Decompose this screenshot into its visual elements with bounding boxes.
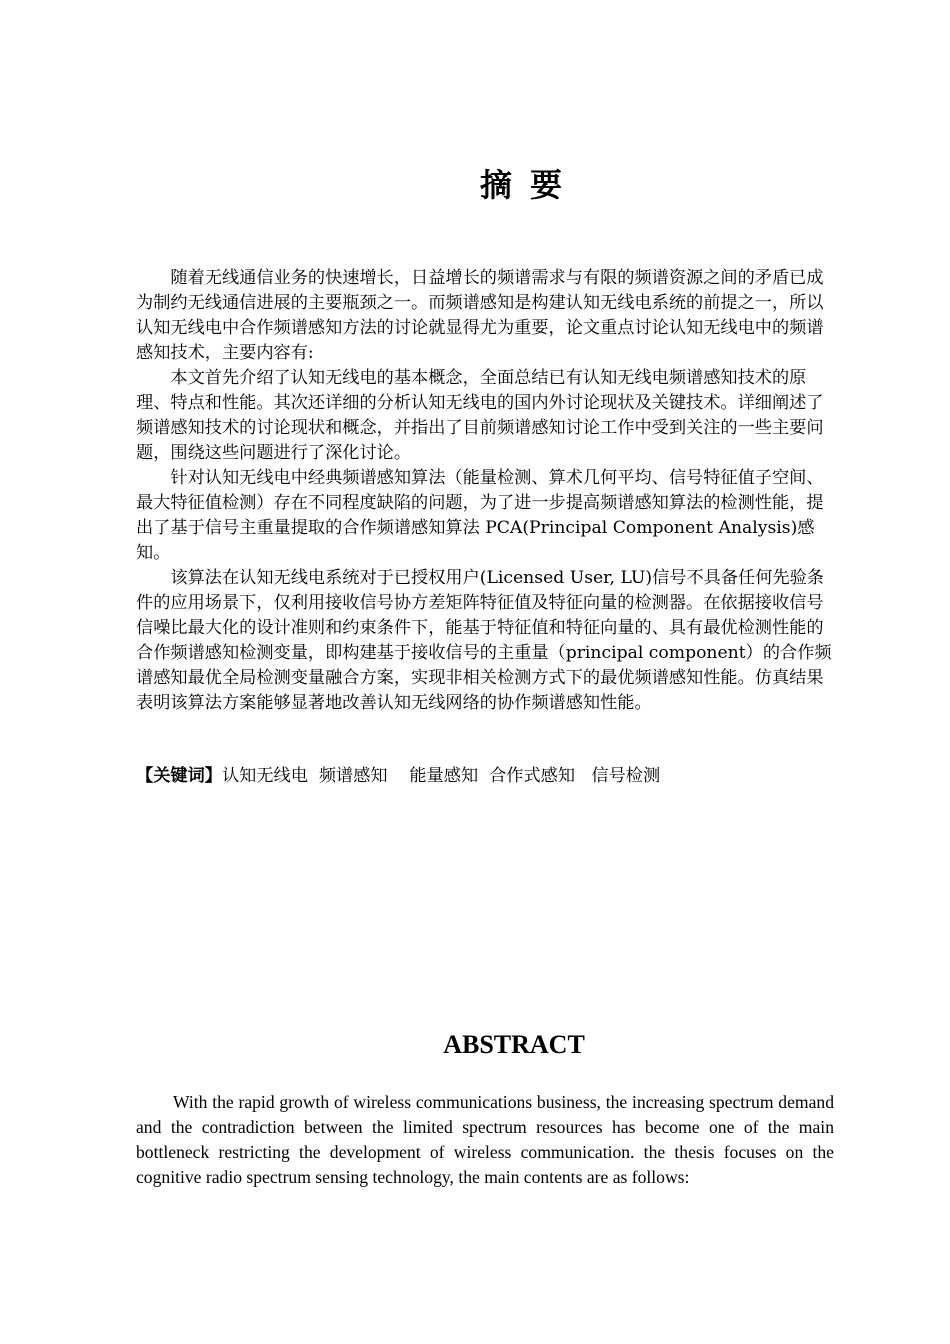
chinese-paragraph: 本文首先介绍了认知无线电的基本概念，全面总结已有认知无线电频谱感知技术的原理、特点和性能。其次还详细的分析认知无线电的国内外讨论现状及关键技术。详细阐述了频谱感知技术的讨论现状和概念，并指出了目前频谱感知讨论工作中受到关注的一些主要问题，围绕这些问题进行了深化讨论。 <box>136 368 824 463</box>
chinese-paragraph: 该算法在认知无线电系统对于已授权用户(Licensed User, LU)信号不具备任何先验条件的应用场景下，仅利用接收信号协方差矩阵特征值及特征向量的检测器。在依据接收信号信噪比最大化的设计准则和约束条件下，能基于特征值和特征向量的、具有最优检测性能的合作频谱感知检测变量，即构建基于接收信号的主重量（principal component）的合作频谱感知最优全局检测变量融合方案，实现非相关检测方式下的最优频谱感知性能。仿真结果表明该算法方案能够显著地改善认知无线网络的协作频谱感知性能。 <box>136 568 832 713</box>
chinese-paragraph: 随着无线通信业务的快速增长，日益增长的频谱需求与有限的频谱资源之间的矛盾已成为制约无线通信进展的主要瓶颈之一。而频谱感知是构建认知无线电系统的前提之一，所以认知无线电中合作频谱感知方法的讨论就显得尤为重要，论文重点讨论认知无线电中的频谱感知技术，主要内容有: <box>136 268 824 363</box>
keywords-line <box>136 764 836 789</box>
chinese-abstract-body <box>136 266 836 716</box>
title-char: 要 <box>530 166 563 204</box>
english-abstract-title: ABSTRACT <box>443 1030 585 1059</box>
keywords-text: 认知无线电 频谱感知 能量感知 合作式感知 信号检测 <box>221 766 661 786</box>
chinese-paragraph: 针对认知无线电中经典频谱感知算法（能量检测、算术几何平均、信号特征值子空间、最大特征值检测）存在不同程度缺陷的问题，为了进一步提高频谱感知算法的检测性能，提出了基于信号主重量提取的合作频谱感知算法 PCA(Principal Component Analysis)感知。 <box>136 468 824 563</box>
english-paragraph: With the rapid growth of wireless communications business, the increasing spectrum demand and the contradiction between the limited spectrum resources has become one of the main bottleneck restricting the development of wireless communication. the thesis focuses on the cognitive radio spectrum sensing technology, the main contents are as follows: <box>136 1092 834 1187</box>
chinese-abstract-title <box>0 160 950 206</box>
title-char: 摘 <box>479 166 512 204</box>
keywords-label: 【关键词】 <box>136 766 222 786</box>
english-abstract-body <box>136 1090 834 1190</box>
